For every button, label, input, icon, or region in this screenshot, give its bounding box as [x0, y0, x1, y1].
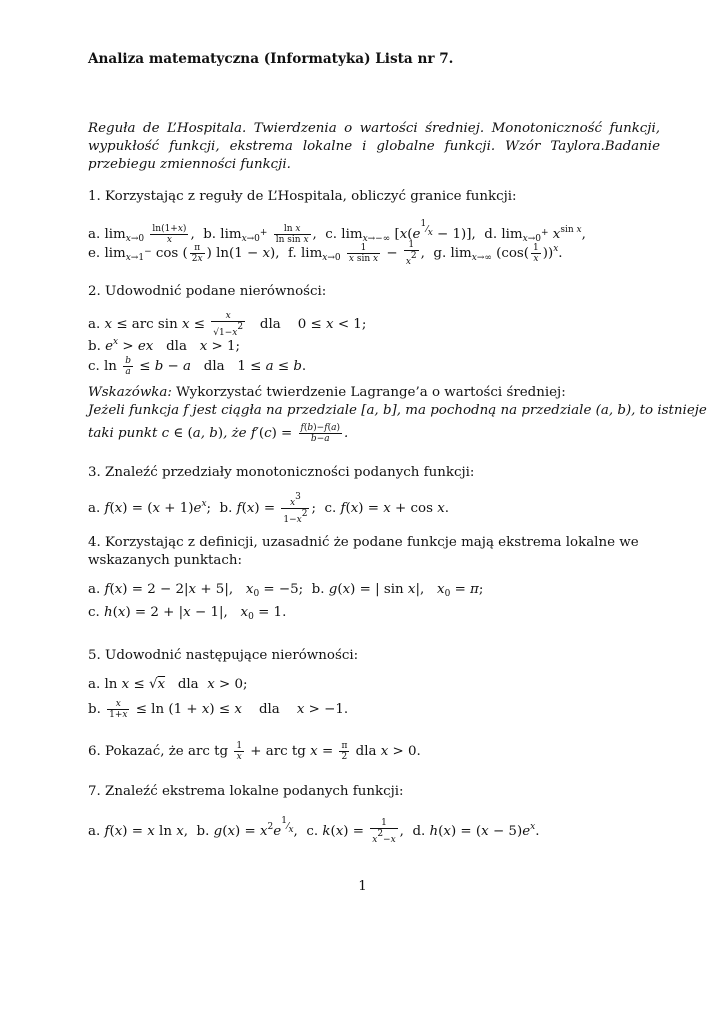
problem-2-hint-line-3: taki punkt c ∈ (a, b), że f′(c) = $\frac{f(b)-f(a)}{b-a}$ . — [88, 423, 349, 444]
problem-2-b: b. $e^x$ > ex dla x > 1; — [88, 337, 241, 354]
problem-5-header: 5. Udowodnić następujące nierówności: — [88, 648, 359, 663]
problem-7-header: 7. Znaleźć ekstrema lokalne podanych funkcji: — [88, 784, 404, 799]
problem-7-line: a. f(x) = x ln x, b. $g(x) = x^2e^{^1⁄_x}$, c. k(x) = $\frac{1}{x^2-x}$ , d. $h(x) = (x - 5)e^x$. — [88, 816, 540, 845]
problem-1-line-2: e. $\lim_{x\to 1^-} \cos$ ( $\frac{\pi}{2x}$ ) ln(1 − x), f. $\lim_{x\to 0}$ $\frac{1}{\text{x sin x}}$ − $\frac{1}{x^2}$ , g. $\lim_{x\to\infty} (\cos$( $\frac{1}{x}$ ))$^x$. — [88, 240, 563, 267]
page-title: Analiza matematyczna (Informatyka) Lista nr 7. — [88, 51, 454, 67]
hint-text: Wykorzystać twierdzenie Lagrange’a o wartości średniej: — [171, 385, 566, 400]
problem-3-header: 3. Znaleźć przedziały monotoniczności podanych funkcji: — [88, 465, 475, 480]
problem-4-header: 4. Korzystając z definicji, uzasadnić że podane funkcje mają ekstrema lokalne we wskazanych punktach: — [88, 535, 639, 568]
page-number: 1 — [358, 879, 367, 894]
problem-5-b: b. $\frac{x}{1+x}$ ≤ ln (1 + x) ≤ x dla x > −1. — [88, 699, 349, 720]
problem-2-a: a. x ≤ arc sin x ≤ $\frac{x}{√1-x^2}$ dla 0 ≤ x < 1; — [88, 311, 367, 338]
problem-6-line: 6. Pokazać, że arc tg $\frac{1}{x}$ + arc tg x = $\frac{\pi}{2}$ dla x > 0. — [88, 741, 421, 762]
problem-2-header: 2. Udowodnić podane nierówności: — [88, 284, 327, 299]
problem-2-hint-line-2: Jeżeli funkcja f jest ciągła na przedziale [a, b], ma pochodną na przedziale (a, b), to istnieje — [88, 403, 707, 418]
problem-1-line-1: a. $\lim_{x\to 0}$ $\frac{\ln(1+x)}{x}$ , b. $\lim_{x\to 0^+}$ $\frac{\text{ln x}}{\text{ln sin x}}$ , c. $\lim_{x\to-\infty} [x(e^{^1⁄_x} - 1)]$, d. $\lim_{x\to 0^+} x^{sin x}$, — [88, 219, 586, 245]
problem-1-header: 1. Korzystając z reguły de L’Hospitala, obliczyć granice funkcji: — [88, 189, 517, 204]
problem-2-hint — [88, 384, 660, 402]
problem-5-a: a. ln x ≤ √x dla x > 0; — [88, 677, 248, 692]
hint-label: Wskazówka: — [88, 385, 172, 400]
problem-3-line: a. $f(x) = (x + 1)e^x$; b. f(x) = $\frac{x^3}{1-x^2}$ ; c. f(x) = x + cos x. — [88, 492, 450, 525]
topics-intro: Reguła de L’Hospitala. Twierdzenia o wartości średniej. Monotoniczność funkcji, wypukłość funkcji, ekstrema lokalne i globalne funkcji. Wzór Taylora.Badanie przebiegu zmienności funkcji. — [88, 121, 660, 172]
problem-6-header: 6. Pokazać, że — [88, 744, 184, 759]
problem-4-line-1: a. f(x) = 2 − 2|x + 5|, $x_0 = -5$; b. g(x) = | sin x|, $x_0 = \pi$; — [88, 582, 484, 599]
problem-4-line-2: c. h(x) = 2 + |x − 1|, $x_0 = 1$. — [88, 605, 287, 622]
problem-2-c: c. ln $\frac{b}{a}$ ≤ b − a dla 1 ≤ a ≤ b. — [88, 356, 307, 377]
